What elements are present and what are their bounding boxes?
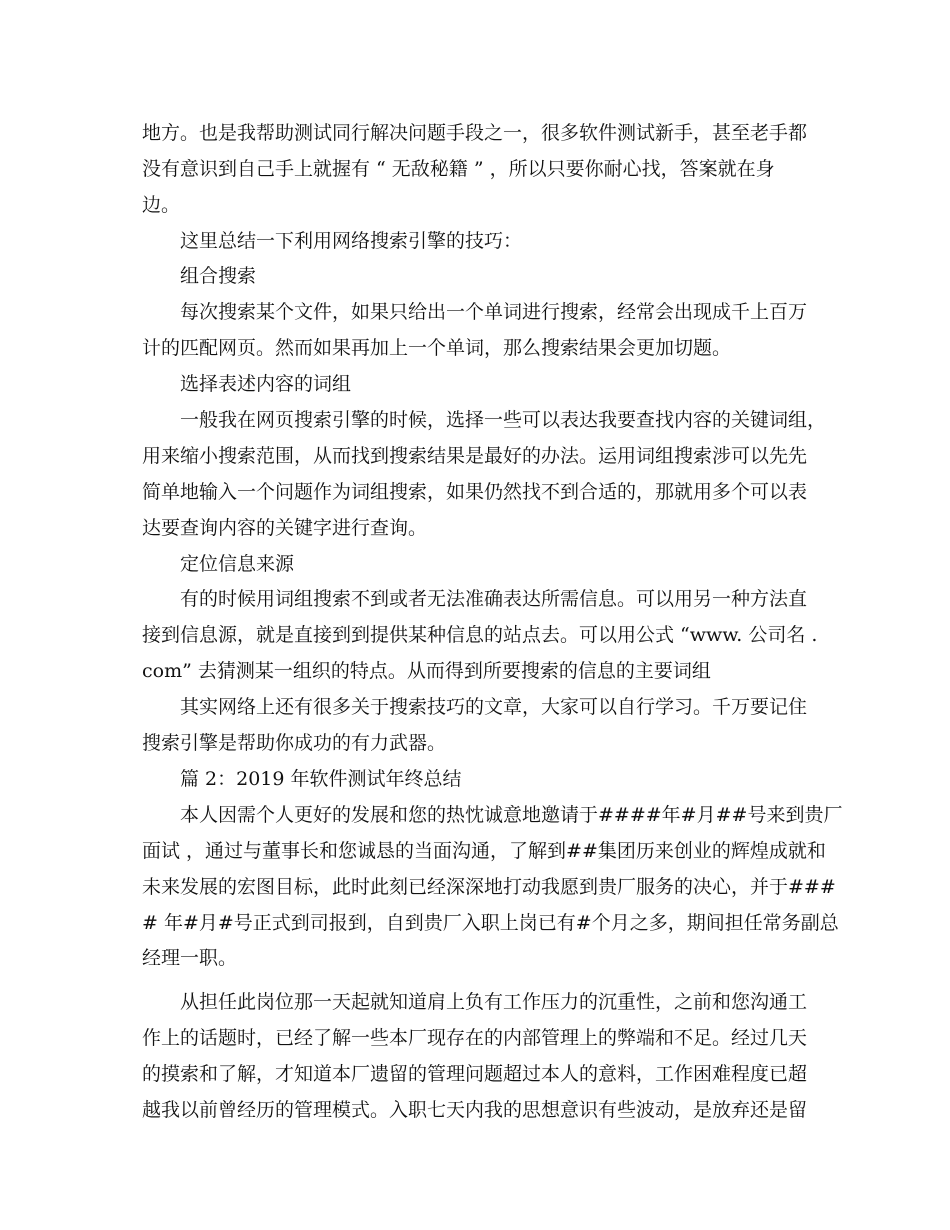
text-line-content: 搜索引擎是帮助你成功的有力武器。 xyxy=(142,732,447,754)
text-line-content: 经理一职。 xyxy=(142,947,238,969)
text-line-content: 的摸索和了解，才知道本厂遗留的管理问题超过本人的意料，工作困难程度已超 xyxy=(142,1063,808,1085)
text-line-content: 组合搜索 xyxy=(180,265,257,287)
text-line-content: 计的匹配网页。然而如果再加上一个单词，那么搜索结果会更加切题。 xyxy=(142,337,732,359)
text-line-content: 达要查询内容的关键字进行查询。 xyxy=(142,517,428,539)
text-line-content: 这里总结一下利用网络搜索引擎的技巧： xyxy=(180,230,523,252)
text-line-content: 篇 2：2019 年软件测试年终总结 xyxy=(180,768,462,790)
text-line-content: 用来缩小搜索范围，从而找到搜索结果是最好的办法。运用词组搜索涉可以先先 xyxy=(142,445,808,467)
text-line-content: 简单地输入一个问题作为词组搜索，如果仍然找不到合适的，那就用多个可以表 xyxy=(142,481,808,503)
text-line-content: 接到信息源，就是直接到到提供某种信息的站点去。可以用公式 “www. 公司名 . xyxy=(142,624,818,646)
text-line-content: 其实网络上还有很多关于搜索技巧的文章，大家可以自行学习。千万要记住 xyxy=(180,696,808,718)
text-line-content: 没有意识到自己手上就握有 “ 无敌秘籍 ” ，所以只要你耐心找，答案就在身 xyxy=(142,158,775,180)
text-line-content: com” 去猜测某一组织的特点。从而得到所要搜索的信息的主要词组 xyxy=(142,660,711,682)
text-line-content: # 年#月#号正式到司报到，自到贵厂入职上岗已有#个月之多，期间担任常务副总 xyxy=(142,912,839,934)
text-line-content: 作上的话题时，已经了解一些本厂现存在的内部管理上的弊端和不足。经过几天 xyxy=(142,1027,808,1049)
text-line-content: 每次搜索某个文件，如果只给出一个单词进行搜索，经常会出现成千上百万 xyxy=(180,301,808,323)
text-line-content: 边。 xyxy=(142,194,181,216)
text-line-content: 定位信息来源 xyxy=(180,553,295,575)
text-line-content: 一般我在网页搜索引擎的时候，选择一些可以表达我要查找内容的关键词组， xyxy=(180,409,827,431)
text-line-content: 有的时候用词组搜索不到或者无法准确表达所需信息。可以用另一种方法直 xyxy=(180,588,808,610)
text-line-content: 未来发展的宏图目标，此时此刻已经深深地打动我愿到贵厂服务的决心，并于### xyxy=(142,876,836,898)
text-line-content: 本人因需个人更好的发展和您的热忱诚意地邀请于####年#月##号来到贵厂 xyxy=(180,804,843,826)
text-line-content: 选择表述内容的词组 xyxy=(180,373,352,395)
text-line-content: 越我以前曾经历的管理模式。入职七天内我的思想意识有些波动，是放弃还是留 xyxy=(142,1099,808,1121)
text-line-content: 面试 ，通过与董事长和您诚恳的当面沟通，了解到##集团历来创业的辉煌成就和 xyxy=(142,840,826,862)
text-line-content: 地方。也是我帮助测试同行解决问题手段之一，很多软件测试新手，甚至老手都 xyxy=(142,122,808,144)
text-line-content: 从担任此岗位那一天起就知道肩上负有工作压力的沉重性，之前和您沟通工 xyxy=(180,991,808,1013)
